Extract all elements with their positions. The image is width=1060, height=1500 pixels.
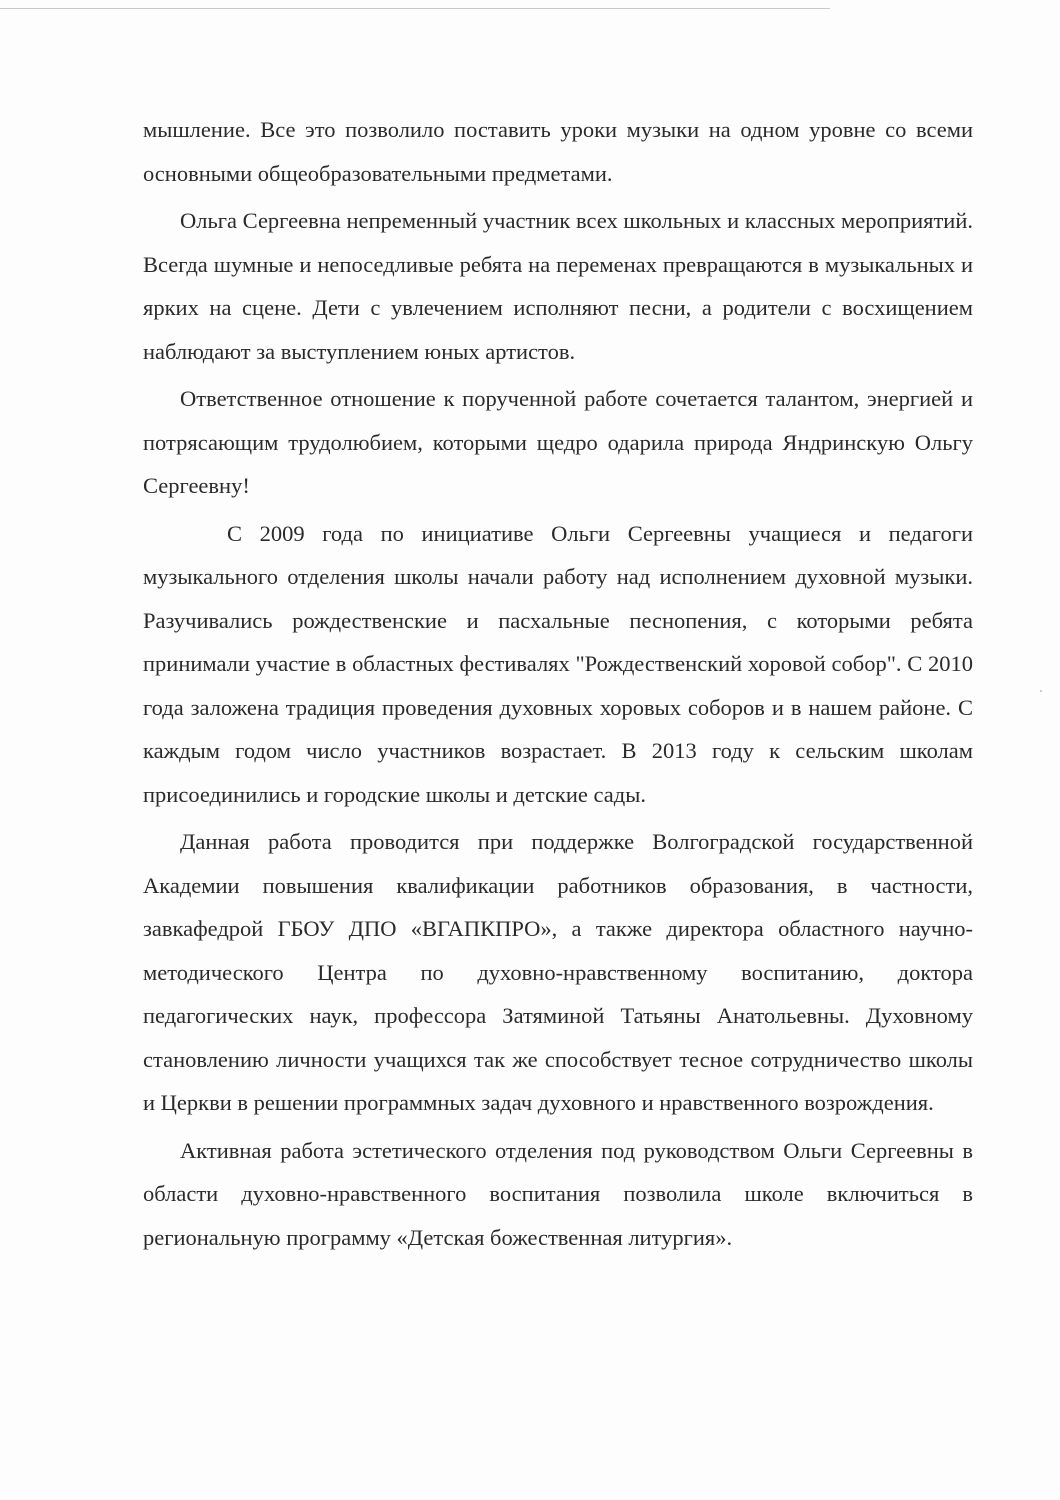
paragraph-3: Ответственное отношение к порученной работе сочетается талантом, энергией и потрясающим трудолюбием, которыми щедро одарила природа Яндринскую Ольгу Сергеевну! — [143, 386, 973, 498]
paragraph-2: Ольга Сергеевна непременный участник всех школьных и классных мероприятий. Всегда шумные и непоседливые ребята на переменах превращаются в музыкальных и ярких на сцене. Дети с увлечением исполняют песни, а родители с восхищением наблюдают за выступлением юных артистов. — [143, 208, 973, 364]
scan-artifact — [1040, 690, 1042, 692]
page-top-edge — [0, 8, 830, 9]
paragraph-6: Активная работа эстетического отделения под руководством Ольги Сергеевны в области духовно-нравственного воспитания позволила школе включиться в региональную программу «Детская божественная литургия». — [143, 1137, 973, 1250]
document-body — [143, 108, 973, 1259]
paragraph-1: мышление. Все это позволило поставить уроки музыки на одном уровне со всеми основными общеобразовательными предметами. — [143, 117, 973, 186]
paragraph-5: Данная работа проводится при поддержке Волгоградской государственной Академии повышения квалификации работников образования, в частности, завкафедрой ГБОУ ДПО «ВГАПКПРО», а также директора областного научно-методического Центра по духовно-нравственному воспитанию, доктора педагогических наук, профессора Затяминой Татьяны Анатольевны. Духовному становлению личности учащихся так же способствует тесное сотрудничество школы и Церкви в решении программных задач духовного и нравственного возрождения. — [143, 829, 973, 1115]
paragraph-4: С 2009 года по инициативе Ольги Сергеевны учащиеся и педагоги музыкального отделения школы начали работу над исполнением духовной музыки. Разучивались рождественские и пасхальные песнопения, с которыми ребята принимали участие в областных фестивалях "Рождественский хоровой собор". С 2010 года заложена традиция проведения духовных хоровых соборов и в нашем районе. С каждым годом число участников возрастает. В 2013 году к сельским школам присоединились и городские школы и детские сады. — [143, 520, 973, 807]
